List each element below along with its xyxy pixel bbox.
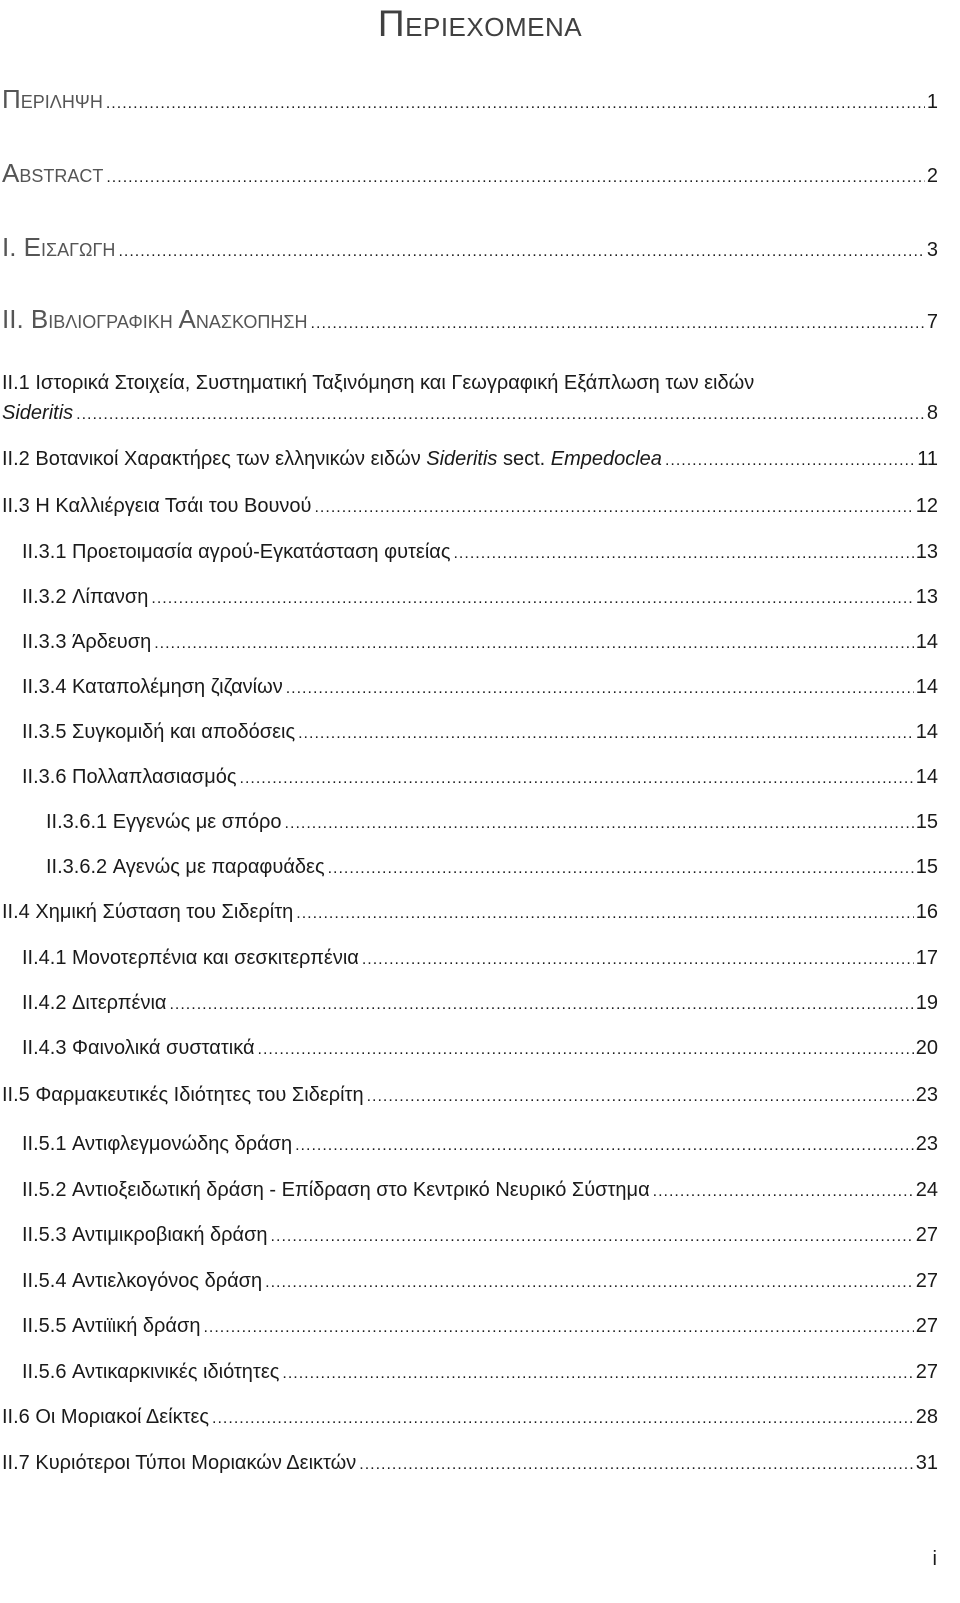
toc-entry[interactable] [22,1179,938,1202]
toc-page-number: 8 [926,402,938,424]
toc-page-number: 12 [915,495,938,517]
toc-entry[interactable] [22,766,938,789]
toc-entry-label: II.4.2 Διτερπένια [22,992,167,1014]
toc-entry[interactable] [22,992,938,1015]
toc-entry-label: II.5.1 Αντιφλεγμονώδης δράση [22,1133,293,1155]
toc-page-number: 27 [915,1270,938,1292]
toc-page-number: 15 [915,811,938,833]
dot-leader [118,243,924,261]
toc-entry[interactable] [2,402,938,425]
toc-entry-label: II.3.3 Άρδευση [22,631,152,653]
toc-page-number: 19 [915,992,938,1014]
toc-entry[interactable] [22,1315,938,1338]
dot-leader [265,1274,914,1292]
toc-entry-label: II.3 Η Καλλιέργεια Τσάι του Βουνού [2,495,312,517]
toc-entry-label: II. Βιβλιογραφικη Ανασκοπηση [2,304,308,334]
toc-entry-label: II.6 Οι Μοριακοί Δείκτες [2,1406,210,1428]
dot-leader [367,1088,914,1106]
dot-leader [314,499,913,517]
toc-page-number: 13 [915,541,938,563]
toc-entry[interactable] [2,1084,938,1107]
dot-leader [296,905,914,923]
page-title: Περιεχομενα [377,3,583,44]
dot-leader [203,1319,913,1337]
toc-page-number: 14 [915,721,938,743]
dot-leader [76,406,925,424]
dot-leader [298,725,914,743]
toc-entry[interactable] [22,676,938,699]
toc-page-number: 31 [915,1452,938,1474]
dot-leader [154,635,914,653]
toc-entry[interactable] [2,448,938,471]
dot-leader [106,169,925,187]
dot-leader [106,95,925,113]
dot-leader [362,951,914,969]
toc-entry[interactable] [22,1224,938,1247]
toc-entry[interactable] [22,1361,938,1384]
dot-leader [240,770,914,788]
toc-page-number: 28 [915,1406,938,1428]
toc-page-number: 23 [915,1084,938,1106]
toc-entry-label: I. Εισαγωγη [2,232,116,262]
toc-entry-label: II.2 Βοτανικοί Χαρακτήρες των ελληνικών ειδών Sideritis sect. Empedoclea [2,448,662,470]
dot-leader [286,680,914,698]
toc-entry-label: II.3.6.2 Αγενώς με παραφυάδες [46,856,325,878]
toc-entry-label: II.5.4 Αντιελκογόνος δράση [22,1270,263,1292]
toc-page-number: 1 [926,91,938,113]
toc-entry-label: II.3.4 Καταπολέμηση ζιζανίων [22,676,283,698]
dot-leader [285,815,914,833]
toc-entry-label: II.3.5 Συγκομιδή και αποδόσεις [22,721,296,743]
toc-entry-label: Περιληψη [2,84,103,114]
dot-leader [212,1410,914,1428]
dot-leader [328,860,914,878]
toc-page-number: 16 [915,901,938,923]
dot-leader [359,1456,914,1474]
toc-page-number: 27 [915,1315,938,1337]
toc-entry-label: II.5.6 Αντικαρκινικές ιδιότητες [22,1361,280,1383]
toc-entry-label: II.4.1 Μονοτερπένια και σεσκιτερπένια [22,947,359,969]
toc-entry[interactable] [2,495,938,518]
toc-entry[interactable] [2,84,938,115]
dot-leader [665,452,915,470]
dot-leader [453,545,913,563]
dot-leader [653,1183,914,1201]
toc-entry[interactable] [22,586,938,609]
toc-page-number: 2 [926,165,938,187]
toc-entry-label-line2: Sideritis [2,402,74,424]
toc-entry-label: II.5 Φαρμακευτικές Ιδιότητες του Σιδερίτη [2,1084,364,1106]
toc-entry[interactable] [22,631,938,654]
toc-page-number: 15 [915,856,938,878]
toc-entry[interactable] [2,232,938,263]
toc-page-number: 24 [915,1179,938,1201]
toc-page-number: 23 [915,1133,938,1155]
toc-page-number: 11 [917,448,938,470]
toc-entry-label-line1[interactable]: II.1 Ιστορικά Στοιχεία, Συστηματική Ταξινόμηση και Γεωγραφική Εξάπλωση των ειδών [2,372,755,394]
toc-entry[interactable] [2,304,938,335]
toc-entry[interactable] [22,1270,938,1293]
toc-entry-label: II.4 Χημική Σύσταση του Σιδερίτη [2,901,294,923]
toc-page-number: 14 [915,631,938,653]
toc-page-number: 14 [915,676,938,698]
toc-page-number: 14 [915,766,938,788]
dot-leader [282,1365,913,1383]
toc-entry-label: II.5.2 Αντιοξειδωτική δράση - Επίδραση στο Κεντρικό Νευρικό Σύστημα [22,1179,650,1201]
dot-leader [151,590,913,608]
toc-entry-label: II.3.6 Πολλαπλασιασμός [22,766,237,788]
toc-entry-label: Abstract [2,158,104,188]
dot-leader [271,1228,914,1246]
dot-leader [169,996,913,1014]
toc-entry-label: II.4.3 Φαινολικά συστατικά [22,1037,255,1059]
toc-entry[interactable] [2,1452,938,1475]
toc-page-number: 3 [926,239,938,261]
toc-page-number: 13 [915,586,938,608]
toc-entry[interactable] [2,158,938,189]
toc-entry[interactable] [46,856,938,879]
toc-page-number: 7 [926,311,938,333]
toc-entry[interactable] [2,901,938,924]
toc-entry-label: II.3.6.1 Εγγενώς με σπόρο [46,811,282,833]
toc-entry-label: II.5.5 Αντιϊική δράση [22,1315,201,1337]
toc-entry[interactable] [22,541,938,564]
toc-entry[interactable] [46,811,938,834]
toc-entry-label: II.3.1 Προετοιμασία αγρού-Εγκατάσταση φυτείας [22,541,451,563]
toc-entry[interactable] [22,721,938,744]
toc-page-number: 27 [915,1361,938,1383]
toc-entry[interactable] [22,1037,938,1060]
toc-entry[interactable] [22,1133,938,1156]
dot-leader [258,1041,914,1059]
toc-entry-label: II.3.2 Λίπανση [22,586,149,608]
dot-leader [311,315,925,333]
dot-leader [295,1137,914,1155]
toc-entry-label: II.5.3 Αντιμικροβιακή δράση [22,1224,268,1246]
toc-page-number: 17 [915,947,938,969]
page-footer-number: i [932,1548,937,1570]
toc-entry[interactable] [22,947,938,970]
toc-page-number: 27 [915,1224,938,1246]
toc-entry[interactable] [2,1406,938,1429]
toc-entry-label: II.7 Κυριότεροι Τύποι Μοριακών Δεικτών [2,1452,357,1474]
toc-page-number: 20 [915,1037,938,1059]
